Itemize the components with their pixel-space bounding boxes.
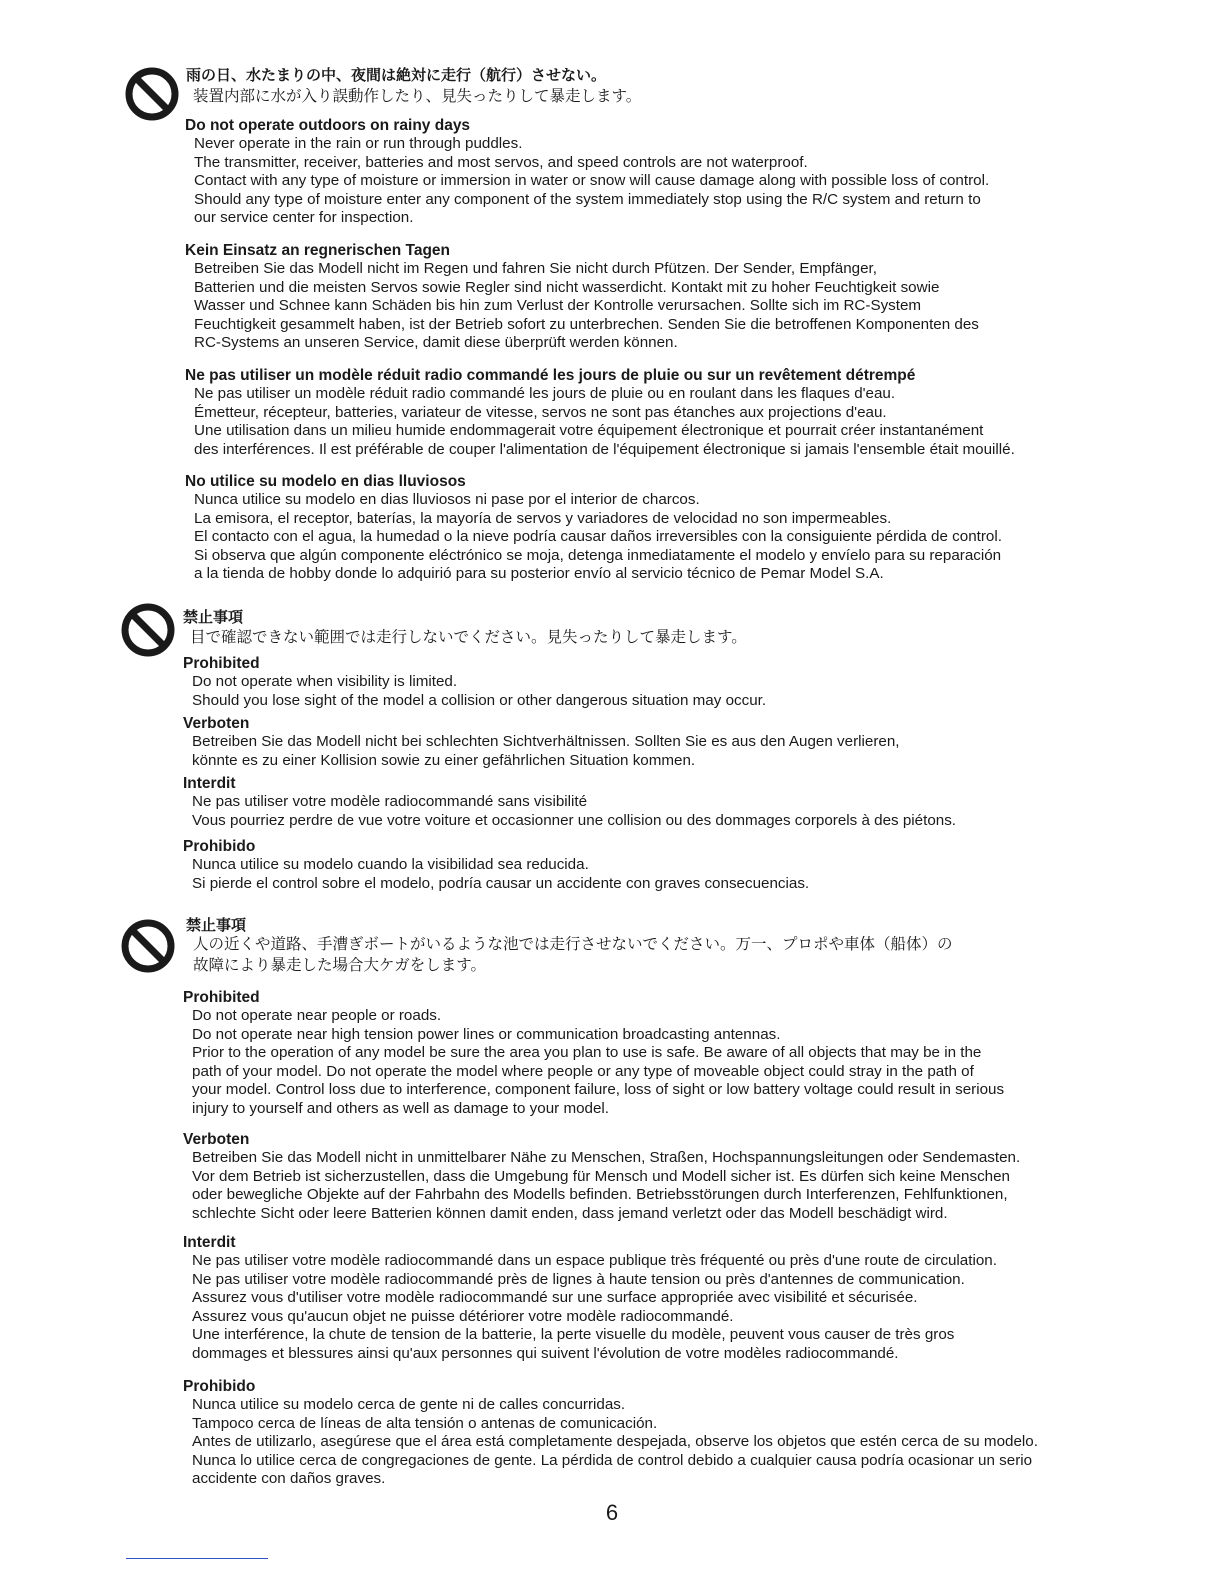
subsection-heading: Interdit <box>183 1234 236 1251</box>
subsection-de <box>185 241 979 353</box>
subsection-heading: Prohibido <box>183 1378 256 1395</box>
subsection-body: Never operate in the rain or run through puddles. The transmitter, receiver, batteries and most servos, and speed controls are not waterproof. Contact with any type of moisture or immersion in water or snow will cause damage along with possible loss of control. Should any type of moisture enter any component of the system immediately stop using the R/C system and return to our service center for inspection. <box>194 135 990 227</box>
prohibition-icon <box>124 66 180 122</box>
jp-body: 人の近くや道路、手漕ぎボートがいるような池では走行させないでください。万一、プロポや車体（船体）の 故障により暴走した場合大ケガをします。 <box>193 935 953 974</box>
jp-body: 装置内部に水が入り誤動作したり、見失ったりして暴走します。 <box>193 87 642 105</box>
jp-title: 禁止事項 <box>183 608 244 626</box>
subsection-heading: Verboten <box>183 715 250 732</box>
prohibition-icon <box>120 918 176 974</box>
subsection-body: Betreiben Sie das Modell nicht in unmittelbarer Nähe zu Menschen, Straßen, Hochspannungsleitungen oder Sendemasten. Vor dem Betrieb ist sicherzustellen, dass die Umgebung für Mensch und Modell sicher ist. Es dürfen sich keine Menschen oder bewegliche Objekte auf der Fahrbahn des Modells befinden. Betriebsstörungen durch Interferenzen, Fehlfunktionen, schlechte Sicht oder leere Batterien können damit enden, dass jemand verletzt oder das Modell beschädigt wird. <box>192 1149 1021 1222</box>
subsection-heading: Interdit <box>183 775 236 792</box>
subsection-body: Ne pas utiliser un modèle réduit radio commandé les jours de pluie ou en roulant dans les flaques d'eau. Émetteur, récepteur, batteries, variateur de vitesse, servos ne sont pas étanches aux projections d'eau. Une utilisation dans un milieu humide endommagerait votre équipement électronique et pourrait créer instantanément des interférences. Il est préférable de couper l'alimentation de l'équipement électronique si jamais l'ensemble était mouillé. <box>194 385 1015 458</box>
subsection-en <box>185 116 989 228</box>
subsection-heading: Do not operate outdoors on rainy days <box>185 117 471 134</box>
subsection-en <box>183 988 1004 1119</box>
subsection-en <box>183 654 766 710</box>
prohibition-icon <box>120 602 176 658</box>
subsection-body: Betreiben Sie das Modell nicht bei schlechten Sichtverhältnissen. Sollten Sie es aus den Augen verlieren, könnte es zu einer Kollision sowie zu einer gefährlichen Situation kommen. <box>192 733 900 769</box>
subsection-heading: No utilice su modelo en dias lluviosos <box>185 473 466 490</box>
jp-body: 目で確認できない範囲では走行しないでください。見失ったりして暴走します。 <box>190 628 747 646</box>
subsection-body: Nunca utilice su modelo cerca de gente ni de calles concurridas. Tampoco cerca de líneas de alta tensión o antenas de comunicación. Antes de utilizarlo, asegúrese que el área está completamente despejada, observe los objetos que estén cerca de su modelo. Nunca lo utilice cerca de congregaciones de gente. La pérdida de control debido a cualquier causa podría ocasionar un serio accidente con daños graves. <box>192 1396 1038 1488</box>
subsection-de <box>183 714 900 770</box>
subsection-heading: Kein Einsatz an regnerischen Tagen <box>185 242 451 259</box>
subsection-fr <box>183 774 956 830</box>
subsection-es <box>183 837 809 893</box>
subsection-body: Betreiben Sie das Modell nicht im Regen und fahren Sie nicht durch Pfützen. Der Sender, Empfänger, Batterien und die meisten Servos sowie Regler sind nicht wasserdicht. Kontakt mit zu hoher Feuchtigkeit sowie Wasser und Schnee kann Schäden bis hin zum Verlust der Kontrolle verursachen. Sollte sich im RC-System Feuchtigkeit gesammelt haben, ist der Betrieb sofort zu unterbrechen. Senden Sie die betroffenen Komponenten des RC-Systems an unseren Service, damit diese überprüft werden können. <box>194 260 979 352</box>
subsection-heading: Verboten <box>183 1131 250 1148</box>
page-number: 6 <box>605 1500 619 1525</box>
subsection-heading: Ne pas utiliser un modèle réduit radio commandé les jours de pluie ou sur un revêtement détrempé <box>185 367 916 384</box>
subsection-body: Ne pas utiliser votre modèle radiocommandé dans un espace publique très fréquenté ou près d'une route de circulation. Ne pas utiliser votre modèle radiocommandé près de lignes à haute tension ou près d'antennes de communication. Assurez vous d'utiliser votre modèle radiocommandé sur une surface appropriée avec visibilité et sécurisée. Assurez vous qu'aucun objet ne puisse détériorer votre modèle radiocommandé. Une interférence, la chute de tension de la batterie, la perte visuelle du modèle, peuvent vous causer de très gros dommages et blessures ainsi qu'aux personnes qui suivent l'évolution de votre modèles radiocommandé. <box>192 1252 997 1362</box>
jp-title: 雨の日、水たまりの中、夜間は絶対に走行（航行）させない。 <box>186 66 607 84</box>
subsection-es <box>183 1377 1038 1489</box>
subsection-body: Do not operate near people or roads. Do not operate near high tension power lines or communication broadcasting antennas. Prior to the operation of any model be sure the area you plan to use is safe. Be aware of all objects that may be in the path of your model. Do not operate the model where people or any type of moveable object could stray in the path of your model. Control loss due to interference, component failure, loss of sight or low battery voltage could result in serious injury to yourself and others as well as damage to your model. <box>192 1007 1005 1117</box>
subsection-es <box>185 472 1002 584</box>
subsection-fr <box>185 366 1015 459</box>
subsection-heading: Prohibited <box>183 655 260 672</box>
subsection-fr <box>183 1233 997 1364</box>
subsection-de <box>183 1130 1020 1223</box>
subsection-body: Do not operate when visibility is limited. Should you lose sight of the model a collision or other dangerous situation may occur. <box>192 673 767 709</box>
subsection-body: Nunca utilice su modelo cuando la visibilidad sea reducida. Si pierde el control sobre el modelo, podría causar un accidente con graves consecuencias. <box>192 856 810 892</box>
subsection-body: Ne pas utiliser votre modèle radiocommandé sans visibilité Vous pourriez perdre de vue votre voiture et occasionner une collision ou des dommages corporels à des piétons. <box>192 793 957 829</box>
subsection-heading: Prohibited <box>183 989 260 1006</box>
footer-rule <box>126 1558 268 1559</box>
jp-title: 禁止事項 <box>186 916 247 934</box>
subsection-body: Nunca utilice su modelo en dias lluviosos ni pase por el interior de charcos. La emisora, el receptor, baterías, la mayoría de servos y variadores de velocidad no son impermeables. El contacto con el agua, la humedad o la nieve podría causar daños irreversibles con la consiguiente pérdida de control. Si observa que algún componente eléctrónico se moja, detenga inmediatamente el modelo y envíelo para su reparación a la tienda de hobby donde lo adquirió para su posterior envío al servicio técnico de Pemar Model S.A. <box>194 491 1002 583</box>
subsection-heading: Prohibido <box>183 838 256 855</box>
